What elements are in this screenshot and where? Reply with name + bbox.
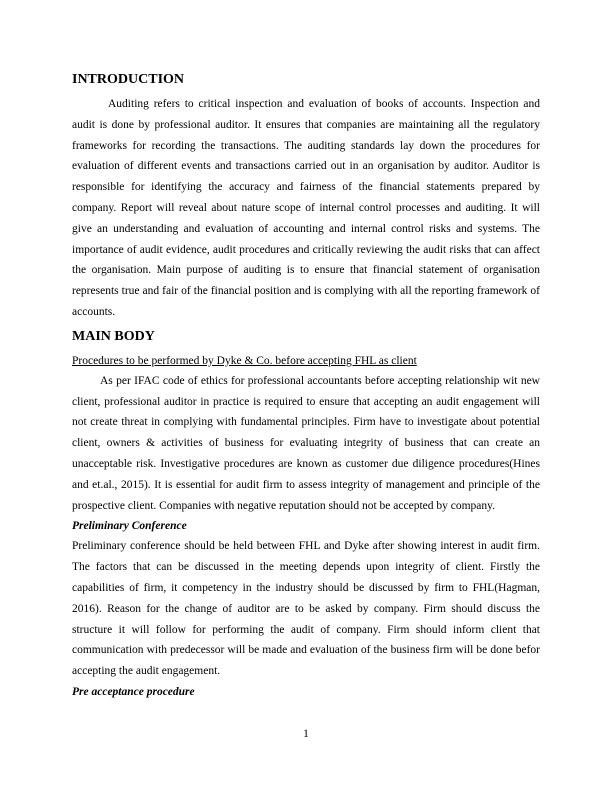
introduction-heading: INTRODUCTION: [72, 72, 185, 87]
main-body-heading: MAIN BODY: [72, 328, 155, 344]
document-page: [72, 70, 540, 702]
pre-acceptance-heading: Pre acceptance procedure: [72, 685, 195, 698]
procedures-subheading: Procedures to be performed by Dyke & Co. before accepting FHL as client: [72, 354, 417, 367]
preliminary-conference-heading: Preliminary Conference: [72, 520, 187, 533]
page-number: 1: [303, 728, 309, 740]
procedures-paragraph: As per IFAC code of ethics for professional accountants before accepting relationship wit new client, professional auditor in practice is required to ensure that accepting an audit engagement will not create threat in complying with fundamental principles. Firm have to investigate about potential client, owners & activities of business for evaluating integrity of business that can create an unacceptable risk. Investigative procedures are known as customer due diligence procedures(Hines and et.al., 2015). It is essential for audit firm to assess integrity of management and principle of the prospective client. Companies with negative reputation should not be accepted by company.: [72, 374, 540, 512]
preliminary-conference-paragraph: Preliminary conference should be held between FHL and Dyke after showing interest in audit firm. The factors that can be discussed in the meeting depends upon integrity of client. Firstly the capabilities of firm, it competency in the industry should be discussed by firm to FHL(Hagman, 2016). Reason for the change of auditor are to be asked by company. Firm should discuss the structure it will follow for performing the audit of company. Firm should inform client that communication with predecessor will be made and evaluation of the business firm will be done befor accepting the audit engagement.: [72, 540, 540, 678]
introduction-paragraph: Auditing refers to critical inspection and evaluation of books of accounts. Inspection and audit is done by professional auditor. It ensures that companies are maintaining all the regulatory frameworks for recording the transactions. The auditing standards lay down the procedures for evaluation of different events and transactions carried out in an organisation by auditor. Auditor is responsible for identifying the accuracy and fairness of the financial statements prepared by company. Report will reveal about nature scope of internal control processes and auditing. It will give an understanding and evaluation of accounting and internal control risks and systems. The importance of audit evidence, audit procedures and critically reviewing the audit risks that can affect the organisation. Main purpose of auditing is to ensure that financial statement of organisation represents true and fair of the financial position and is complying with all the reporting framework of accounts.: [72, 98, 540, 318]
